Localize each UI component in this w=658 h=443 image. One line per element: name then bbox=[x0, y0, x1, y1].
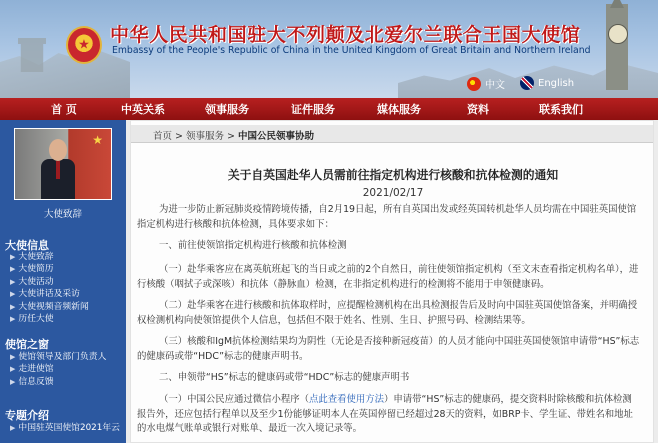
ambassador-caption[interactable]: 大使致辞 bbox=[43, 209, 82, 220]
bullet-icon: ▶ bbox=[10, 290, 16, 299]
main-nav bbox=[0, 98, 658, 120]
article-heading: 二、申领带“HS”标志的健康码或带“HDC”标志的健康声明书 bbox=[159, 372, 410, 383]
bullet-icon: ▶ bbox=[10, 315, 16, 324]
article-paragraph: （三）核酸和IgM抗体检测结果均为阴性（无论是否接种新冠疫苗）的人员才能向中国驻英国使领馆申请带“HS”标志的健康码或带“HDC”标志的健康声明书。 bbox=[137, 336, 640, 362]
bullet-icon: ▶ bbox=[10, 424, 16, 432]
sidebar-section-ambassador: 大使信息 bbox=[5, 239, 49, 252]
sidebar-item[interactable]: ▶ 大使致辞 bbox=[10, 252, 54, 262]
lang-en-label: English bbox=[538, 77, 575, 89]
china-flag-icon bbox=[467, 77, 481, 91]
breadcrumb bbox=[131, 125, 653, 143]
lang-switch-cn[interactable] bbox=[467, 76, 505, 91]
nav-item-relations[interactable]: 中英关系 bbox=[121, 103, 165, 116]
flag-star-icon: ★ bbox=[92, 133, 103, 147]
watchtower-graphic bbox=[18, 32, 46, 72]
sidebar-item[interactable]: ▶ 历任大使 bbox=[10, 314, 54, 325]
breadcrumb-sep: > bbox=[172, 131, 187, 142]
breadcrumb-home[interactable]: 首页 bbox=[153, 131, 173, 142]
breadcrumb-current[interactable]: 中国公民领事协助 bbox=[238, 131, 315, 142]
sidebar-list-topics bbox=[10, 422, 124, 434]
sidebar-item[interactable]: ▶ 大使活动 bbox=[10, 276, 54, 287]
bullet-icon: ▶ bbox=[10, 265, 16, 274]
sidebar-section-embassy: 使馆之窗 bbox=[5, 338, 49, 351]
sidebar-item[interactable]: ▶ 大使视频音频新闻 bbox=[10, 301, 89, 312]
bullet-icon: ▶ bbox=[10, 377, 16, 386]
sidebar-item[interactable]: ▶ 信息反馈 bbox=[10, 376, 54, 387]
lang-cn-label: 中文 bbox=[485, 80, 505, 91]
sidebar-section-topics: 专题介绍 bbox=[5, 409, 49, 422]
header-banner bbox=[0, 0, 658, 98]
article-paragraph: （一）赴华乘客应在离英航班起飞的当日或之前的2个自然日，前往使领馆指定机构（至文末查看指定机构名单），进行核酸（咽拭子或深咳）和抗体（静脉血）检测，在非指定机构进行的检测将不能用于申领健康码。 bbox=[137, 264, 639, 290]
article-date: 2021/02/17 bbox=[362, 187, 424, 199]
bullet-icon: ▶ bbox=[10, 302, 16, 311]
main-content bbox=[130, 120, 654, 443]
article-paragraph: （一）中国公民应通过微信小程序（点此查看使用方法）申请带“HS”标志的健康码，提交资料时除核酸和抗体检测报告外，还应包括行程单以及至少1份能够证明本人在英国停留已经超过28天的资料，如BRP卡、学生证、带姓名和地址的水电煤气账单或银行对账单、最近一次入境记录等。 bbox=[137, 394, 633, 435]
usage-guide-link[interactable]: 点此查看使用方法 bbox=[309, 394, 385, 405]
sidebar-list-ambassador bbox=[10, 251, 124, 325]
sidebar-item[interactable]: ▶ 使馆领导及部门负责人 bbox=[10, 352, 107, 362]
sidebar-item[interactable]: ▶ 大使简历 bbox=[10, 264, 54, 275]
sidebar-item[interactable]: ▶ 走进使馆 bbox=[10, 364, 54, 375]
great-wall-graphic bbox=[0, 38, 130, 98]
bullet-icon: ▶ bbox=[10, 253, 16, 261]
sidebar-item[interactable]: ▶ 大使讲话及采访 bbox=[10, 289, 80, 300]
nav-item-home[interactable]: 首 页 bbox=[51, 103, 77, 116]
article-paragraph: （二）赴华乘客在进行核酸和抗体取样时，应提醒检测机构在出具检测报告后及时向中国驻英国使馆备案，并明确授权检测机构向使领馆提供个人信息，包括但不限于姓名、性别、生日、护照号码、检测结果等。 bbox=[137, 300, 638, 326]
breadcrumb-consular[interactable]: 领事服务 bbox=[186, 131, 225, 142]
breadcrumb-text bbox=[153, 128, 314, 142]
site-title-en: Embassy of the People's Republic of China in the United Kingdom of Great Britain and Northern Ireland bbox=[112, 45, 591, 56]
big-ben-graphic bbox=[606, 4, 628, 90]
article-paragraph: 为进一步防止新冠肺炎疫情跨境传播，自2月19日起，所有自英国出发或经英国转机赴华人员均需在中国驻英国使馆指定机构进行核酸和抗体检测，具体要求如下： bbox=[137, 204, 637, 230]
nav-item-media[interactable]: 媒体服务 bbox=[377, 103, 421, 116]
lang-switch-en[interactable] bbox=[520, 76, 574, 90]
nav-item-resources[interactable]: 资料 bbox=[467, 103, 489, 116]
article-heading: 一、前往使领馆指定机构进行核酸和抗体检测 bbox=[159, 240, 347, 251]
nav-item-consular[interactable]: 领事服务 bbox=[205, 103, 249, 116]
sidebar-item[interactable]: ▶ 中国驻英国使馆2021年云 bbox=[10, 423, 120, 433]
nav-item-contact[interactable]: 联系我们 bbox=[539, 103, 583, 116]
bullet-icon: ▶ bbox=[10, 277, 16, 286]
left-sidebar bbox=[0, 120, 126, 443]
site-title-cn: 中华人民共和国驻大不列颠及北爱尔兰联合王国大使馆 bbox=[110, 24, 581, 46]
article-title: 关于自英国赴华人员需前往指定机构进行核酸和抗体检测的通知 bbox=[227, 168, 559, 182]
nav-item-documents[interactable]: 证件服务 bbox=[291, 103, 335, 116]
sidebar-list-embassy bbox=[10, 351, 124, 388]
breadcrumb-sep: > bbox=[224, 131, 239, 142]
bullet-icon: ▶ bbox=[10, 365, 16, 374]
national-emblem-icon[interactable]: ★ bbox=[66, 26, 102, 64]
uk-flag-icon bbox=[520, 76, 534, 90]
ambassador-photo[interactable] bbox=[14, 128, 112, 200]
bullet-icon: ▶ bbox=[10, 353, 16, 361]
ambassador-figure bbox=[41, 139, 75, 200]
